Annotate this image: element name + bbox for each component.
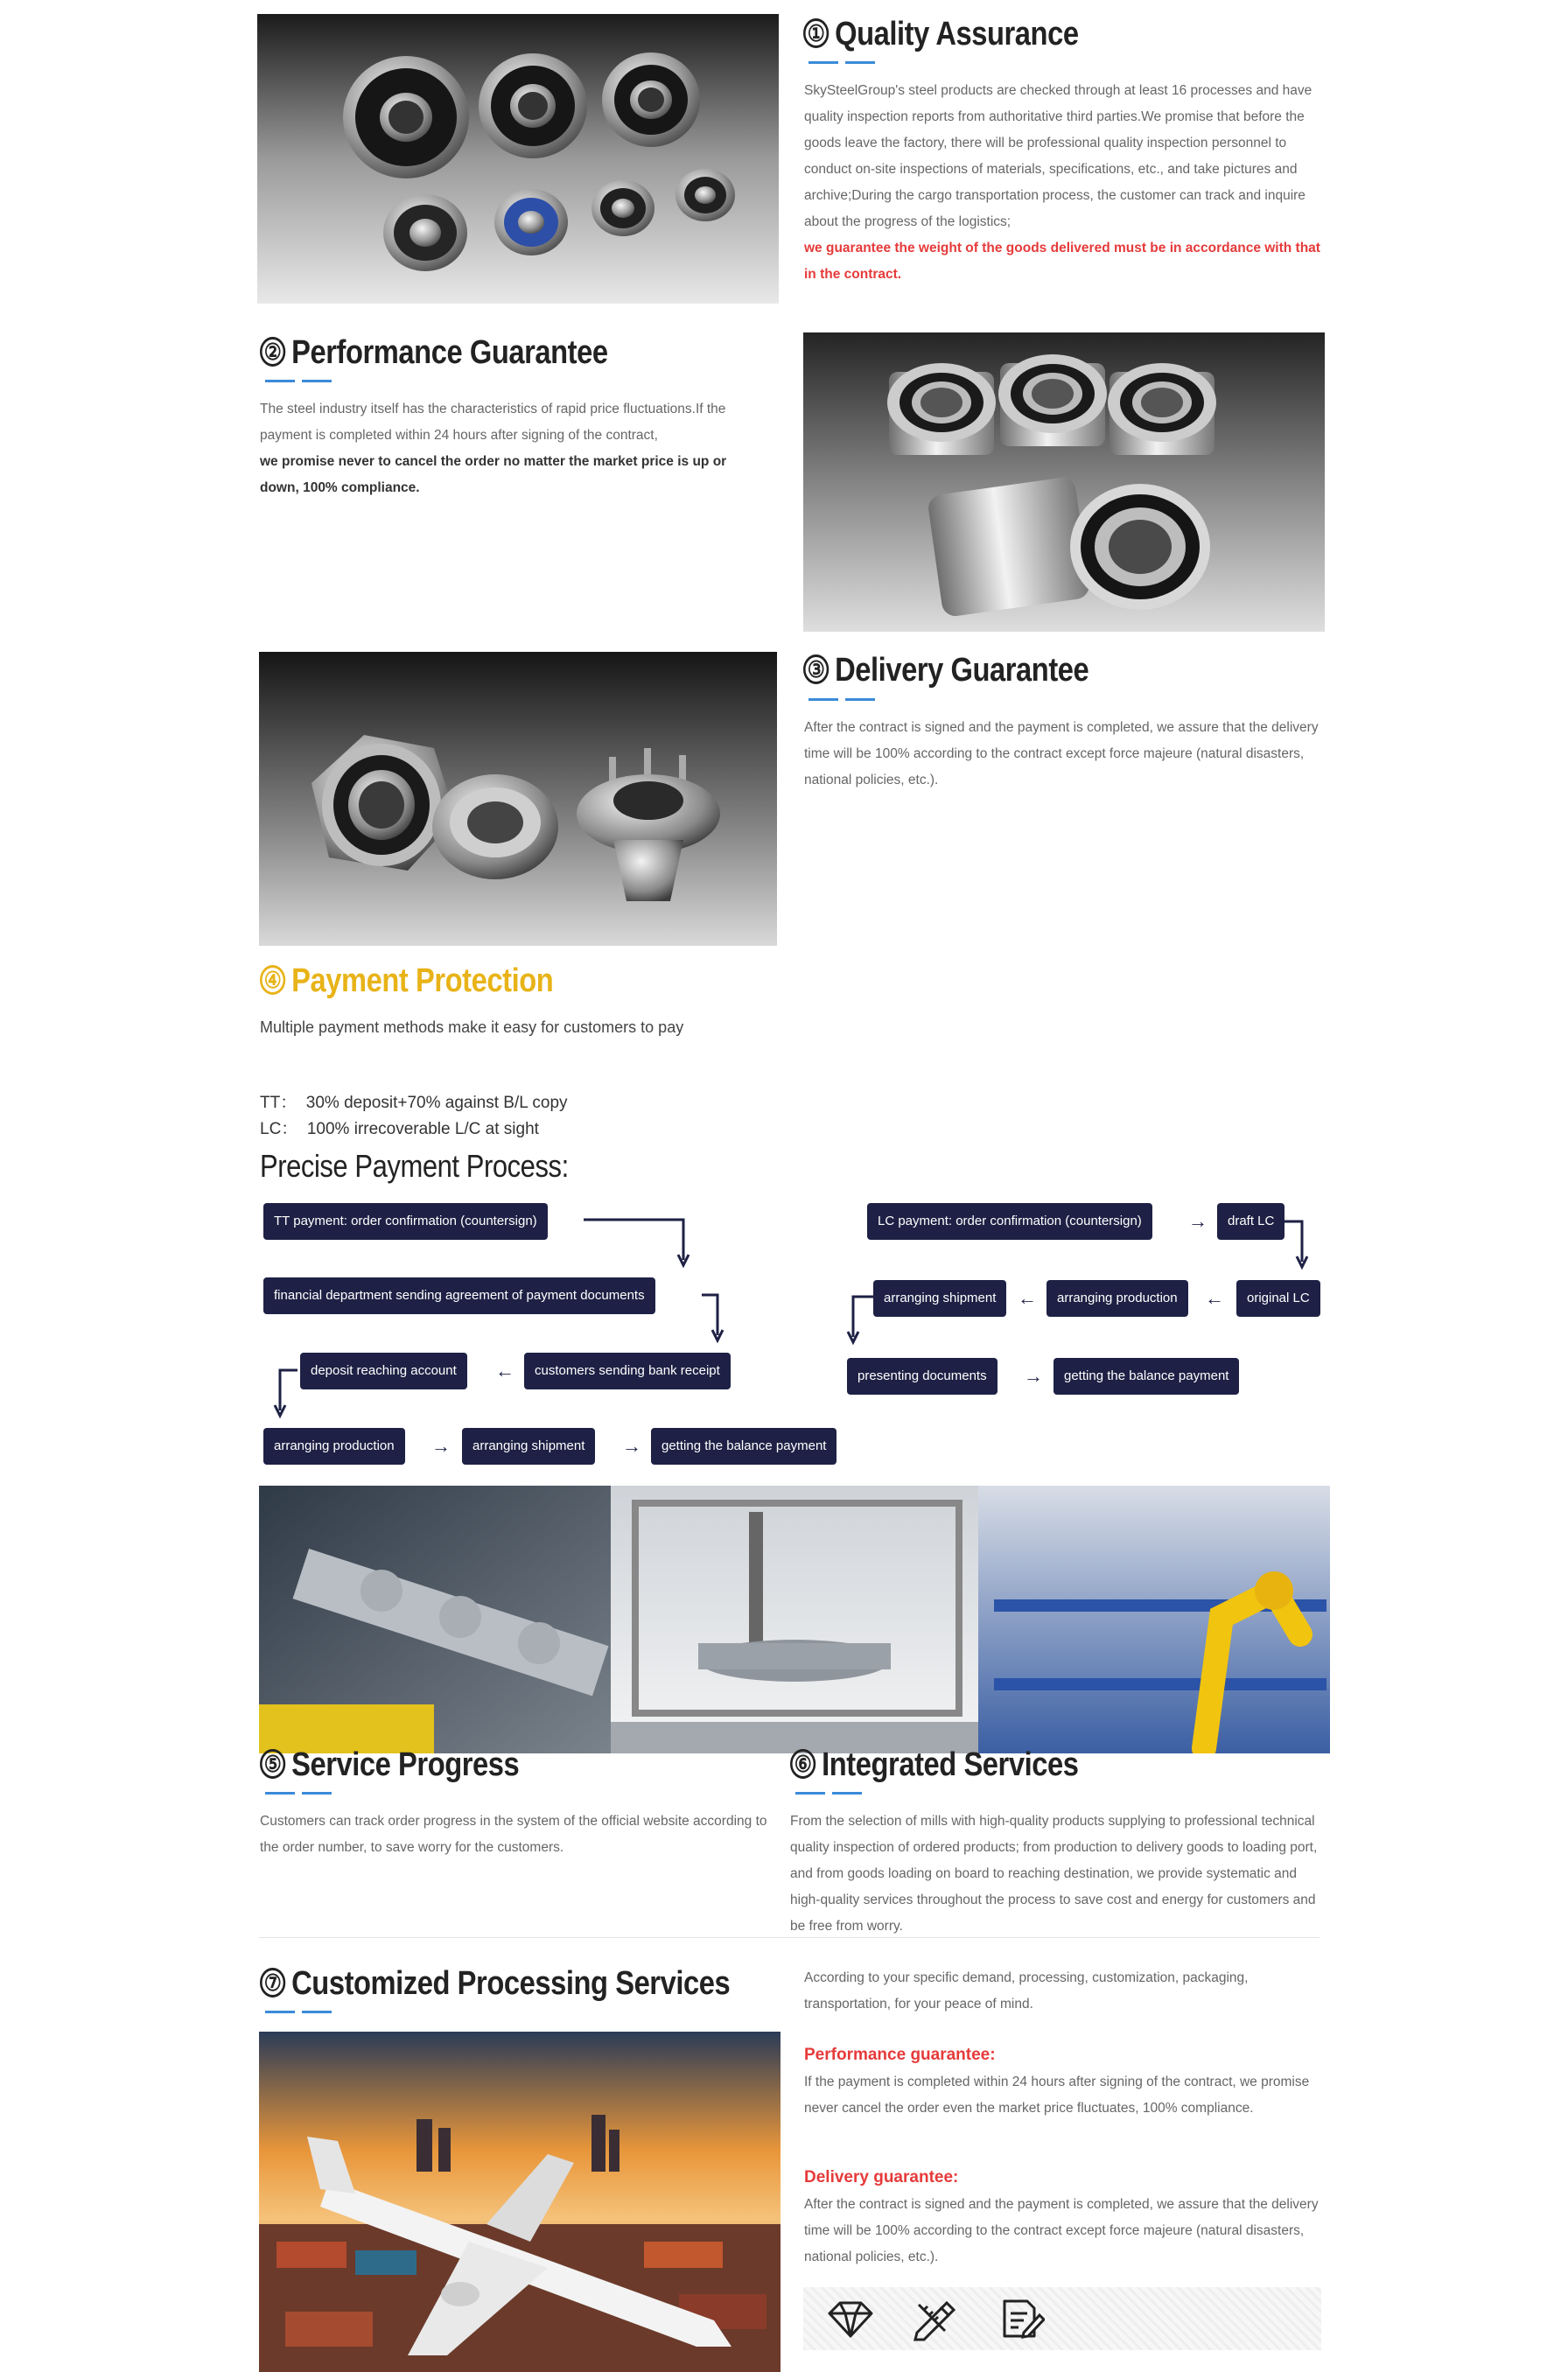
number-4-icon: ④ <box>260 965 285 995</box>
customized-performance-text: If the payment is completed within 24 hours after signing of the contract, we promise never cancel the order even the market price fluctuates, 100% compliance. <box>804 2075 1310 2116</box>
tt-step-production: arranging production <box>263 1428 405 1465</box>
flow-connector <box>838 1291 878 1347</box>
heading-underline <box>265 380 295 382</box>
performance-title: Performance Guarantee <box>291 334 608 371</box>
heading-underline <box>832 1792 862 1795</box>
performance-text <box>260 396 767 501</box>
performance-highlight: we promise never to cancel the order no matter the market price is up or down, 100% compliance. <box>260 454 727 495</box>
heading-underline <box>808 698 838 701</box>
bearings-photo-2 <box>803 332 1325 632</box>
customized-intro: According to your specific demand, processing, customization, packaging, transportation, for your peace of mind. <box>804 1970 1249 2012</box>
tt-step-order-confirmation: TT payment: order confirmation (countersign) <box>263 1203 548 1240</box>
hub-bearings-photo <box>259 652 777 946</box>
tt-step-financial-department: financial department sending agreement of payment documents <box>263 1277 655 1314</box>
pen-ruler-icon <box>910 2298 957 2341</box>
factory-banner <box>259 1486 1330 1753</box>
number-1-icon: ① <box>803 18 829 48</box>
arrow-left-icon: ← <box>1205 1287 1224 1309</box>
customized-delivery-title: Delivery guarantee: <box>804 2168 959 2187</box>
lc-step-order-confirmation: LC payment: order confirmation (countersign) <box>867 1203 1152 1240</box>
bearings-photo-1 <box>257 14 779 304</box>
lc-step-original: original LC <box>1236 1280 1320 1317</box>
performance-heading <box>260 334 608 372</box>
number-5-icon: ⑤ <box>260 1749 285 1779</box>
flow-connector <box>1283 1216 1318 1272</box>
diamond-icon <box>826 2299 875 2340</box>
heading-underline <box>845 61 875 64</box>
arrow-left-icon: ← <box>1018 1287 1037 1309</box>
document-edit-icon <box>998 2296 1045 2341</box>
tt-step-balance: getting the balance payment <box>651 1428 836 1465</box>
number-3-icon: ③ <box>803 654 829 684</box>
flow-connector <box>582 1214 696 1270</box>
arrow-right-icon: → <box>1024 1365 1043 1387</box>
tt-step-shipment: arranging shipment <box>462 1428 595 1465</box>
tt-step-deposit: deposit reaching account <box>300 1353 467 1389</box>
airplane-cargo-photo <box>259 2032 780 2372</box>
payment-title: Payment Protection <box>291 962 554 999</box>
arrow-right-icon: → <box>1188 1210 1208 1232</box>
heading-underline <box>795 1792 825 1795</box>
quality-highlight: we guarantee the weight of the goods delivered must be in accordance with that in the contract. <box>804 241 1320 282</box>
feature-icon-strip <box>803 2287 1321 2350</box>
tt-step-bank-receipt: customers sending bank receipt <box>524 1353 731 1389</box>
number-2-icon: ② <box>260 337 285 367</box>
payment-heading <box>260 962 553 1000</box>
service-heading <box>260 1746 519 1784</box>
delivery-heading <box>803 652 1088 689</box>
heading-underline <box>302 2011 332 2013</box>
divider <box>259 1937 1320 1938</box>
arrow-right-icon: → <box>431 1435 451 1457</box>
customized-delivery-text: After the contract is signed and the payment is completed, we assure that the delivery time will be 100% according to the contract except force majeure (natural disasters, national policies, etc.). <box>804 2197 1319 2264</box>
number-6-icon: ⑥ <box>790 1749 816 1779</box>
lc-step-balance: getting the balance payment <box>1054 1358 1239 1395</box>
arrow-right-icon: → <box>622 1435 641 1457</box>
quality-text <box>804 78 1327 288</box>
heading-underline <box>265 2011 295 2013</box>
quality-body: SkySteelGroup's steel products are checked through at least 16 processes and have quality inspection reports from authoritative third parties.We promise that before the goods leave the factory, there will be professional quality inspection personnel to conduct on-site inspections of materials, specifications, etc., and take pictures and archive;During the cargo transportation process, the customer can track and inquire about the progress of the logistics; <box>804 83 1312 229</box>
payment-tt: TT： 30% deposit+70% against B/L copy <box>260 1094 568 1112</box>
heading-underline <box>808 61 838 64</box>
heading-underline <box>265 1792 295 1795</box>
lc-step-shipment: arranging shipment <box>873 1280 1006 1317</box>
delivery-title: Delivery Guarantee <box>835 652 1089 689</box>
service-text: Customers can track order progress in the system of the official website according to the order number, to save worry for the customers. <box>260 1814 767 1855</box>
delivery-text: After the contract is signed and the payment is completed, we assure that the delivery time will be 100% according to the contract except force majeure (natural disasters, national policies, etc.). <box>804 720 1319 787</box>
lc-step-draft: draft LC <box>1217 1203 1284 1240</box>
customized-heading <box>260 1965 730 2003</box>
heading-underline <box>302 1792 332 1795</box>
arrow-left-icon: ← <box>495 1360 514 1382</box>
quality-heading <box>803 16 1079 53</box>
flow-connector <box>266 1365 301 1421</box>
integrated-heading <box>790 1746 1078 1784</box>
service-title: Service Progress <box>291 1746 520 1783</box>
payment-intro: Multiple payment methods make it easy for customers to pay <box>260 1018 684 1036</box>
payment-process-title: Precise Payment Process: <box>260 1148 569 1184</box>
customized-title: Customized Processing Services <box>291 1965 731 2002</box>
lc-step-documents: presenting documents <box>847 1358 998 1395</box>
integrated-title: Integrated Services <box>822 1746 1079 1783</box>
quality-title: Quality Assurance <box>835 16 1079 52</box>
payment-lc: LC： 100% irrecoverable L/C at sight <box>260 1120 539 1138</box>
flow-connector <box>700 1290 735 1346</box>
performance-body: The steel industry itself has the characteristics of rapid price fluctuations.If the payment is completed within 24 hours after signing of the contract, <box>260 402 726 443</box>
number-7-icon: ⑦ <box>260 1968 285 1998</box>
lc-step-production: arranging production <box>1046 1280 1188 1317</box>
heading-underline <box>845 698 875 701</box>
customized-performance-title: Performance guarantee: <box>804 2046 996 2064</box>
integrated-text: From the selection of mills with high-quality products supplying to professional technical quality inspection of ordered products; from production to delivery goods to loading port, and from goods loading on board to reaching destination, we provide systematic and high-quality services throughout the process to save cost and energy for customers and be free from worry. <box>790 1814 1318 1934</box>
heading-underline <box>302 380 332 382</box>
